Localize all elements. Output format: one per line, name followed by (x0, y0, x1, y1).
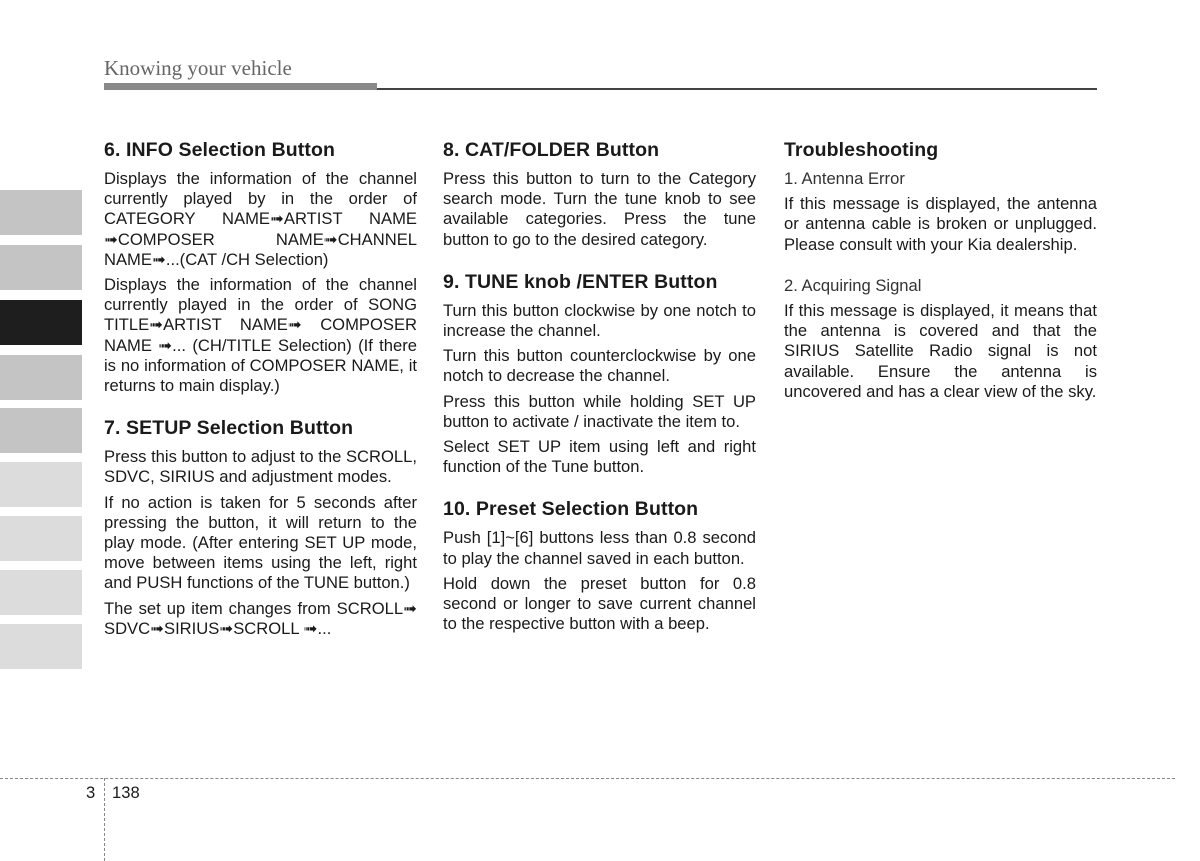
section-preset (443, 497, 756, 634)
section-tune-p4: Select SET UP item using left and right function of the Tune button. (443, 437, 756, 477)
page-header-title: Knowing your vehicle (104, 56, 292, 80)
page-chapter-number: 3 (86, 783, 96, 802)
section-info-p2: Displays the information of the channel currently played in the order of SONG TITLE➟ARTIST NAME➟ COMPOSER NAME ➟... (CH/TITLE Selection) (If there is no information of COMPOSER NAME, it returns to main display.) (104, 275, 417, 396)
troubleshooting-p1: If this message is displayed, the antenna or antenna cable is broken or unplugged. Please consult with your Kia dealership. (784, 194, 1097, 254)
chapter-tab-7 (0, 516, 82, 561)
section-setup-p2: If no action is taken for 5 seconds after pressing the button, it will return to the play mode. (After entering SET UP mode, move between items using the left, right and PUSH functions of the TUNE button.) (104, 492, 417, 593)
section-preset-p1: Push [1]~[6] buttons less than 0.8 second to play the channel saved in each button. (443, 528, 756, 568)
section-cat (443, 138, 756, 250)
chapter-tab-2 (0, 245, 82, 290)
section-tune-p2: Turn this button counterclockwise by one notch to decrease the channel. (443, 346, 756, 386)
section-cat-title: 8. CAT/FOLDER Button (443, 139, 660, 161)
chapter-tab-8 (0, 570, 82, 615)
spacer (784, 260, 1097, 276)
chapter-tab-9 (0, 624, 82, 669)
chapter-tab-4 (0, 355, 82, 400)
section-tune-p3: Press this button while holding SET UP button to activate / inactivate the item to. (443, 391, 756, 431)
header-rule-thick (104, 83, 377, 90)
section-preset-p2: Hold down the preset button for 0.8 second or longer to save current channel to the respective button with a beep. (443, 573, 756, 634)
section-info-title: 6. INFO Selection Button (104, 139, 335, 161)
footer-divider (104, 778, 105, 861)
troubleshooting-p2: If this message is displayed, it means that the antenna is covered and that the SIRIUS Satellite Radio signal is not available. Ensure the antenna is uncovered and has a clear view of the sky. (784, 301, 1097, 401)
section-setup-p1: Press this button to adjust to the SCROLL, SDVC, SIRIUS and adjustment modes. (104, 447, 417, 487)
header-rule-thin (377, 88, 1097, 90)
section-info-p1: Displays the information of the channel currently played by in the order of CATEGORY NAME➟ARTIST NAME ➟COMPOSER NAME➟CHANNEL NAME➟...(CAT /CH Selection) (104, 169, 417, 269)
chapter-tab-6 (0, 462, 82, 507)
chapter-tab-5 (0, 408, 82, 453)
section-info (104, 138, 417, 396)
section-tune-title: 9. TUNE knob /ENTER Button (443, 270, 718, 293)
section-tune-p1: Turn this button clockwise by one notch to increase the channel. (443, 300, 756, 341)
section-preset-title: 10. Preset Selection Button (443, 498, 699, 521)
footer-rule (0, 778, 1175, 779)
section-setup-title: 7. SETUP Selection Button (104, 417, 354, 440)
chapter-tab-1 (0, 190, 82, 235)
section-setup-p3: The set up item changes from SCROLL➟ SDVC➟SIRIUS➟SCROLL ➟... (104, 598, 417, 638)
chapter-tab-3-active (0, 300, 82, 345)
troubleshooting-sub1: 1. Antenna Error (784, 169, 905, 188)
section-cat-p1: Press this button to turn to the Category search mode. Turn the tune knob to see available categories. Press the tune button to go to the desired category. (443, 169, 756, 249)
troubleshooting-sub2: 2. Acquiring Signal (784, 275, 922, 295)
column-right (784, 138, 1097, 422)
column-middle (443, 138, 756, 654)
section-troubleshooting (784, 138, 1097, 402)
section-troubleshooting-title: Troubleshooting (784, 139, 939, 161)
section-tune (443, 270, 756, 478)
page-number: 138 (112, 783, 140, 802)
section-setup (104, 416, 417, 639)
column-left (104, 138, 417, 659)
